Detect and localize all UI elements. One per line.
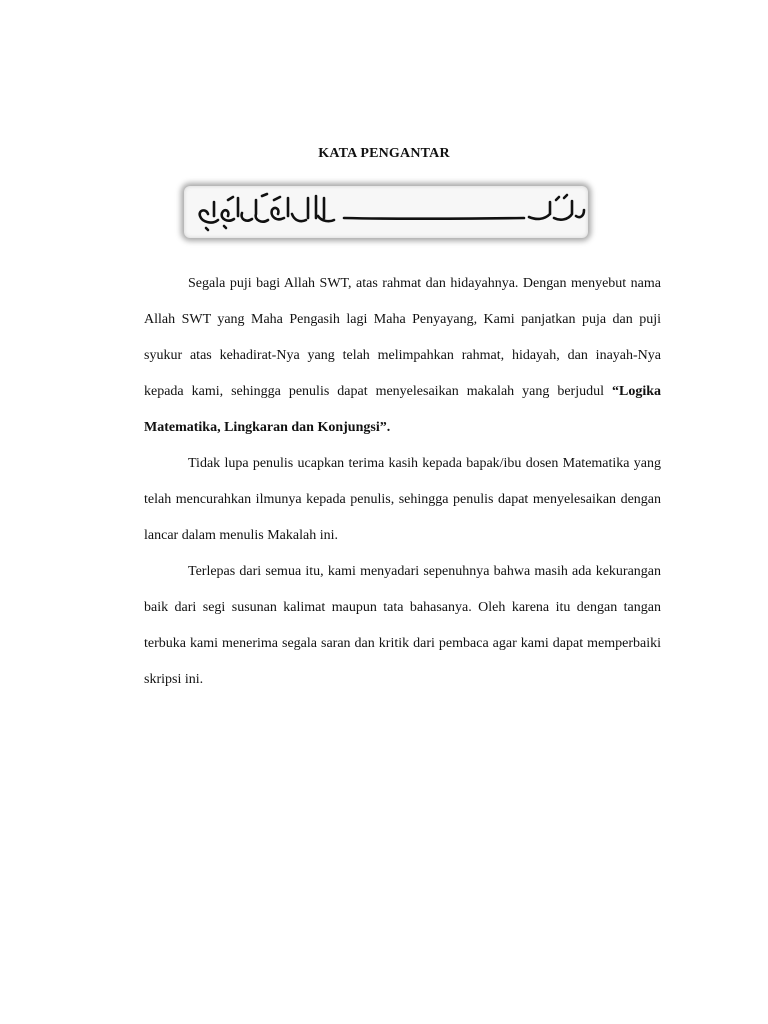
paragraph-2: Tidak lupa penulis ucapkan terima kasih kepada bapak/ibu dosen Matematika yang telah mencurahkan ilmunya kepada penulis, sehingga penulis dapat menyelesaikan dengan lancar dalam menulis Makalah ini.	[144, 456, 661, 543]
paragraph-3: Terlepas dari semua itu, kami menyadari sepenuhnya bahwa masih ada kekurangan baik dari segi susunan kalimat maupun tata bahasanya. Oleh karena itu dengan tangan terbuka kami menerima segala saran dan kritik dari pembaca agar kami dapat memperbaiki skripsi ini.	[144, 564, 661, 687]
rahim-strokes	[200, 198, 238, 223]
paragraph-1	[144, 266, 661, 446]
kashida-stroke	[344, 218, 524, 219]
page-title: KATA PENGANTAR	[318, 146, 450, 161]
bism-marks	[556, 195, 567, 200]
bism-strokes	[529, 201, 584, 220]
body-text	[144, 266, 661, 698]
basmala-drawing	[184, 186, 588, 238]
rahman-strokes	[242, 198, 288, 222]
rahman-marks	[262, 194, 280, 200]
paragraph-1-text: Segala puji bagi Allah SWT, atas rahmat dan hidayahnya. Dengan menyebut nama Allah SWT yang Maha Pengasih lagi Maha Penyayang, Kami panjatkan puja dan puji syukur atas kehadirat-Nya yang telah melimpahkan rahmat, hidayah, dan inayah-Nya kepada kami, sehingga penulis dapat menyelesaikan makalah yang berjudul	[144, 276, 661, 399]
paper-title: “Logika Matematika, Lingkaran dan Konjungsi”.	[144, 384, 661, 435]
allah-strokes	[292, 196, 334, 221]
basmala-calligraphy-icon	[184, 186, 588, 238]
